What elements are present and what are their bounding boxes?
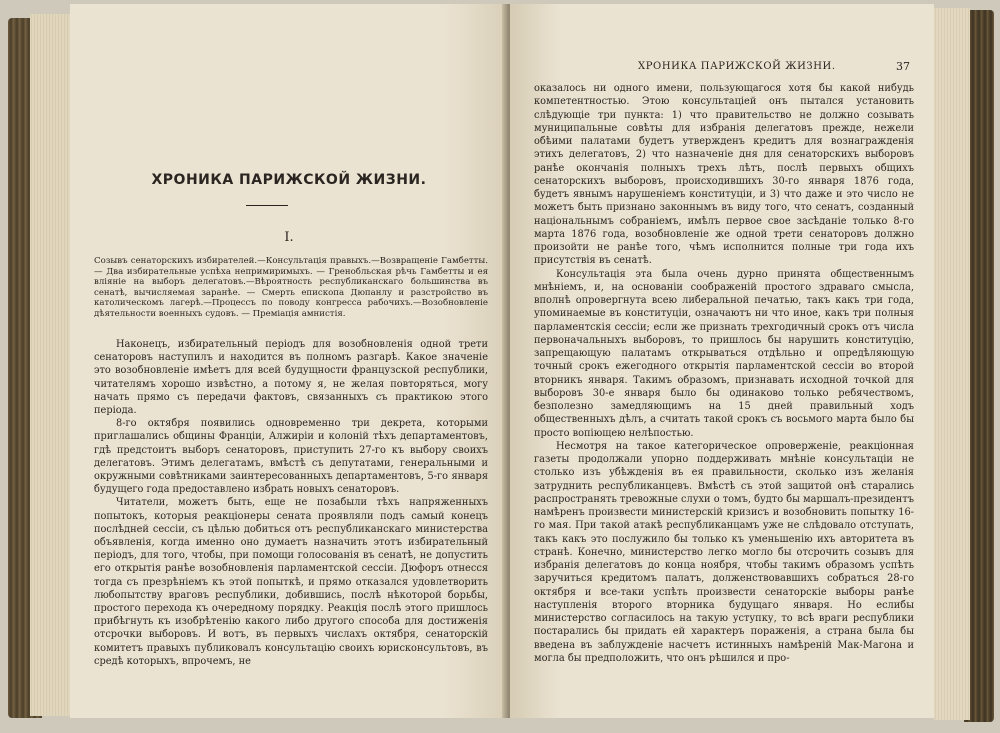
- section-summary: Созывъ сенаторскихъ избирателей.—Консультація правыхъ.—Возвращеніе Гамбетты. — Два избирательные успѣха непримиримыхъ. — Гренобльская рѣчь Гамбетты и ея вліяніе на выборъ делегатовъ.—Вѣроятность республиканскаго большинства въ сенатѣ, вычисляемая заранѣе. — Смерть епископа Дюпанлу и разстройство въ католическомъ лагерѣ.—Процессъ по поводу конгресса рабочихъ.—Возобновленіе дѣятельности военныхъ судовъ. — Преміація амнистія.: [94, 256, 488, 319]
- article-title: ХРОНИКА ПАРИЖСКОЙ ЖИЗНИ.: [151, 172, 427, 188]
- left-page-edges: [30, 14, 70, 716]
- section-number: I.: [284, 230, 294, 245]
- paragraph: Наконецъ, избирательный періодъ для возобновленія одной трети сенаторовъ наступилъ и находится въ полномъ разгарѣ. Какое значеніе это возобновленіе имѣетъ для всей будущности французской республики, читателямъ хорошо извѣстно, а потому я, не желая повторяться, могу начать прямо съ передачи фактовъ, связанныхъ съ практикою этого періода.: [94, 339, 488, 417]
- left-page: [70, 4, 508, 718]
- page-number: 37: [896, 60, 910, 73]
- paragraph: Читатели, можетъ быть, еще не позабыли тѣхъ напряженныхъ попытокъ, которыя реакціонеры сената проявляли подъ самый конецъ послѣдней сессіи, съ цѣлью добиться отъ республиканскаго министерства объявленія, когда именно оно думаетъ назначить этотъ избирательный періодъ, для того, чтобы, при помощи голосованія въ сенатѣ, не допустить его открытія ранѣе возобновленія парламентской сессіи. Дюфоръ отнесся тогда съ презрѣніемъ къ этой попыткѣ, и прямо отказался удовлетворить любопытству враговъ республики, добившись, послѣ нѣкоторой борьбы, простого перехода къ очередному порядку. Реакція послѣ этого пришлось прибѣгнуть къ изобрѣтенію какого либо другого способа для достиженія отсрочки выборовъ. И вотъ, въ первыхъ числахъ октября, сенаторскій комитетъ правыхъ публиковалъ консультацію своихъ юрисконсультовъ, въ средѣ которыхъ, впрочемъ, не: [94, 497, 488, 667]
- paragraph: оказалось ни одного имени, пользующагося хотя бы какой нибудь компетентностью. Этою консультаціей онъ пытался установить слѣдующіе три пункта: 1) что правительство не должно созывать муниципальные совѣты для избранія делегатовъ прежде, нежели обѣими палатами будетъ утвержденъ кредитъ для вознагражденія этихъ делегатовъ, 2) что назначеніе дня для сенаторскихъ выборовъ ранѣе окончанія полныхъ трехъ лѣтъ, послѣ первыхъ общихъ сенаторскихъ выборовъ, происходившихъ 30-го января 1876 года, будетъ явнымъ нарушеніемъ конституціи, и 3) что даже и это число не можетъ быть признано законнымъ въ виду того, что сенатъ, созданный національнымъ собраніемъ, имѣлъ первое свое засѣданіе только 8-го марта 1876 года, возобновленіе же одной трети сенаторовъ должно произойти не ранѣе того, чѣмъ исполнится полные три года ихъ присутствія въ сенатѣ.: [534, 83, 914, 267]
- right-page: [510, 4, 934, 718]
- right-page-edges: [934, 8, 970, 720]
- left-body-text: [94, 338, 488, 668]
- paragraph: Несмотря на такое категорическое опроверженіе, реакціонная газеты продолжали упорно поддерживать мнѣніе консультаціи не столько изъ убѣжденія въ ея правильности, сколько изъ желанія затруднить республиканцевъ. Вмѣстѣ съ этой защитой онѣ старались распространять тревожные слухи о томъ, будто бы маршалъ-президентъ намѣренъ произвести министерскій кризисъ и возобновить попытку 16-го мая. При такой атакѣ республиканцамъ уже не слѣдовало отступать, такъ какъ это послужило бы только къ уменьшенію ихъ авторитета въ странѣ. Конечно, министерство легко могло бы отсрочить созывъ для избранія делегатовъ до конца ноября, чтобы такимъ образомъ успѣть заручиться кредитомъ палатъ, долженствовавшихъ собраться 28-го октября и все-таки успѣть произвести сенаторскіе выборы ранѣе наступленія второго вторника будущаго января. Но еслибы министерство согласилось на такую уступку, то всѣ враги республики постарались бы придать ей характеръ пораженія, а страна была бы введена въ заблужденіе насчетъ истинныхъ намѣреній Мак-Магона и могла бы предположить, что онъ рѣшился и про-: [534, 440, 914, 664]
- running-head: ХРОНИКА ПАРИЖСКОЙ ЖИЗНИ.: [638, 61, 836, 72]
- right-body-text: [534, 82, 914, 665]
- paragraph: 8-го октября появились одновременно три декрета, которыми приглашались общины Франціи, Алжиріи и колоній тѣхъ департаментовъ, гдѣ предстоитъ выборъ сенаторовъ, приступить 27-го къ выбору своихъ делегатовъ. Этимъ делегатамъ, вмѣстѣ съ депутатами, генеральными и окружными совѣтниками заинтересованныхъ департаментовъ, 5-го января будущего года предоставлено избрать новыхъ сенаторовъ.: [94, 418, 488, 496]
- title-rule: [246, 205, 288, 206]
- paragraph: Консультація эта была очень дурно принята общественнымъ мнѣніемъ, и, на основаніи соображеній простого здраваго смысла, вполнѣ опровергнута всею либеральной печатью, такъ какъ три года, упоминаемые въ конституціи, означаютъ ни что иное, какъ три полныя парламентскія сессіи; если же признать трехгодичный срокъ отъ числа первоначальныхъ выборовъ, то пришлось бы нарушить конституцію, запрещающую палатамъ открываться отдѣльно и опредѣляющую точный срокъ ежегодного открытія парламентской сессіи во второй вторникъ января. Такимъ образомъ, признавать исходной точкой для выборовъ 30-е января было бы одинаково только ребячествомъ, безполезно замедляющимъ на 15 дней правильный ходъ общественныхъ дѣлъ, а считать такой срокъ съ восьмого марта было бы просто вопіющею нелѣпостью.: [534, 268, 914, 439]
